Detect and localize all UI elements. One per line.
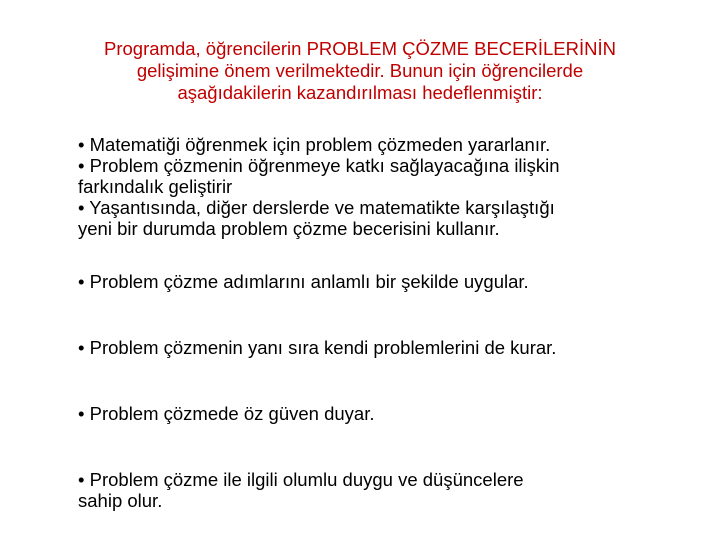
bullet-item: • Matematiği öğrenmek için problem çözmeden yararlanır.: [78, 134, 551, 155]
bullet-list: [78, 134, 678, 511]
spacer: [78, 292, 678, 337]
bullet-item: • Problem çözmenin öğrenmeye katkı sağlayacağına ilişkin farkındalık geliştirir: [78, 155, 560, 197]
slide-title: [70, 38, 650, 104]
spacer: [78, 358, 678, 403]
title-line-2: gelişimine önem verilmektedir. Bunun için öğrencilerde: [136, 60, 584, 81]
title-line-3: aşağıdakilerin kazandırılması hedeflenmiştir:: [177, 82, 543, 103]
bullet-item: • Problem çözme adımlarını anlamlı bir şekilde uygular.: [78, 271, 529, 292]
title-line-1: Programda, öğrencilerin PROBLEM ÇÖZME BECERİLERİNİN: [104, 38, 616, 59]
bullet-item: • Problem çözme ile ilgili olumlu duygu ve düşüncelere sahip olur.: [78, 469, 524, 511]
bullet-item: • Problem çözmenin yanı sıra kendi problemlerini de kurar.: [78, 337, 557, 358]
spacer: [78, 239, 678, 271]
bullet-item: • Problem çözmede öz güven duyar.: [78, 403, 375, 424]
spacer: [78, 424, 678, 469]
bullet-item: • Yaşantısında, diğer derslerde ve matematikte karşılaştığı yeni bir durumda problem çözme becerisini kullanır.: [78, 197, 555, 239]
